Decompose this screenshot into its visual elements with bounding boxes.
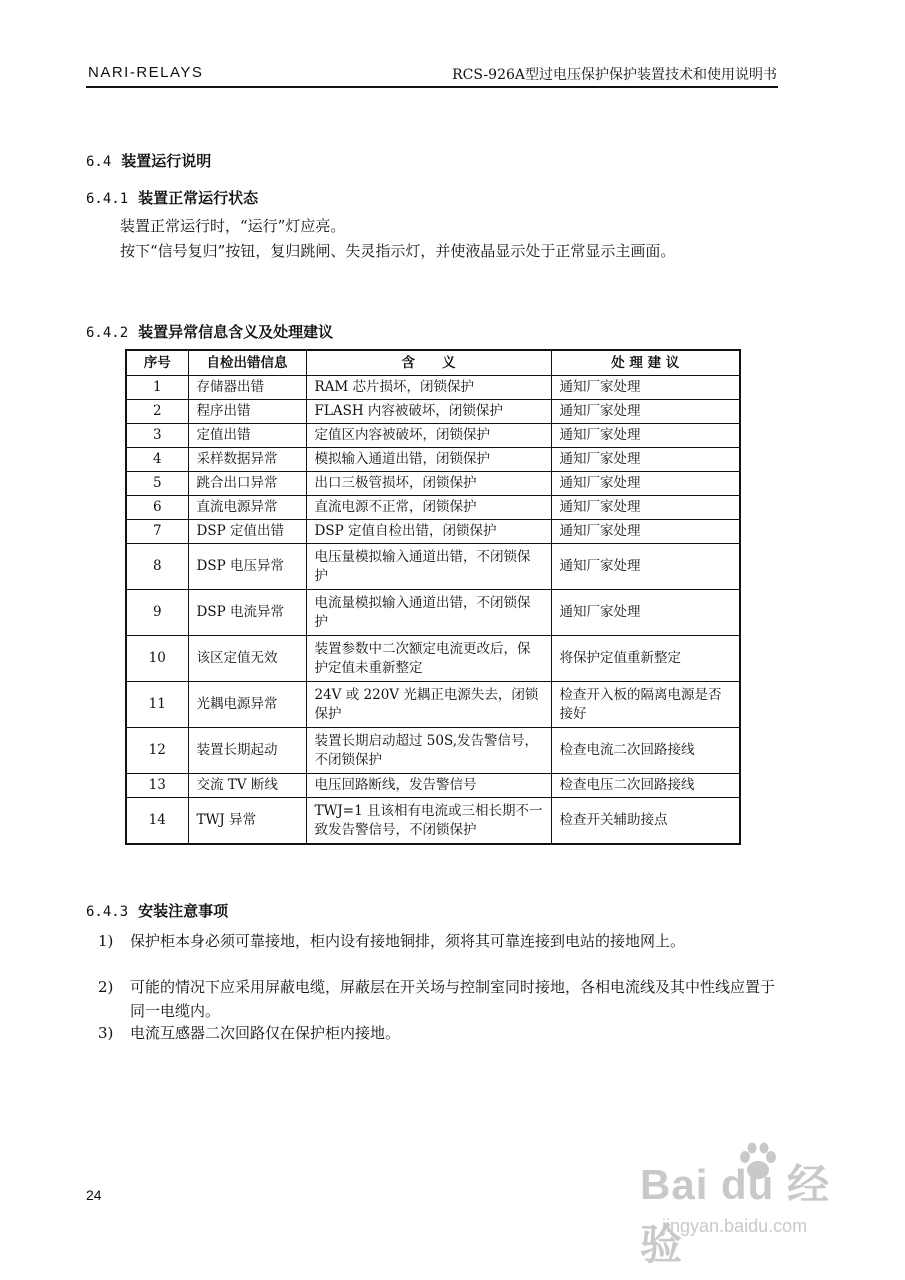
header-meaning: 含 义: [306, 350, 551, 376]
cell-error: 跳合出口异常: [188, 472, 306, 496]
header-suggestion: 处 理 建 议: [551, 350, 740, 376]
cell-error: 程序出错: [188, 400, 306, 424]
cell-meaning: 电流量模拟输入通道出错，不闭锁保护: [306, 590, 551, 636]
cell-no: 5: [126, 472, 188, 496]
section-title: 安装注意事项: [138, 902, 229, 920]
table-row: [126, 544, 740, 590]
baidu-jingyan-watermark: [640, 1140, 860, 1268]
cell-suggestion: 检查电压二次回路接线: [551, 774, 740, 798]
section-number: 6.4.1: [86, 191, 129, 207]
list-item-text: 可能的情况下应采用屏蔽电缆，屏蔽层在开关场与控制室同时接地，各相电流线及其中性线应置于同一电缆内。: [130, 978, 776, 1020]
cell-no: 14: [126, 798, 188, 845]
cell-meaning: 电压回路断线，发告警信号: [306, 774, 551, 798]
cell-error: 交流 TV 断线: [188, 774, 306, 798]
table-row: [126, 472, 740, 496]
table-row: [126, 798, 740, 845]
list-item: [98, 1021, 778, 1045]
cell-suggestion: 通知厂家处理: [551, 544, 740, 590]
cell-suggestion: 检查电流二次回路接线: [551, 728, 740, 774]
table-row: [126, 590, 740, 636]
cell-meaning: 装置参数中二次额定电流更改后，保护定值未重新整定: [306, 636, 551, 682]
list-item-number: 1): [98, 932, 114, 950]
cell-error: DSP 定值出错: [188, 520, 306, 544]
cell-no: 10: [126, 636, 188, 682]
table-row: [126, 376, 740, 400]
cell-meaning: 定值区内容被破坏，闭锁保护: [306, 424, 551, 448]
cell-no: 2: [126, 400, 188, 424]
cell-suggestion: 通知厂家处理: [551, 520, 740, 544]
cell-error: 直流电源异常: [188, 496, 306, 520]
header-divider: [86, 86, 778, 88]
cell-error: 装置长期起动: [188, 728, 306, 774]
header-doc-title: RCS-926A型过电压保护保护装置技术和使用说明书: [452, 67, 777, 83]
cell-no: 4: [126, 448, 188, 472]
list-item-text: 保护柜本身必须可靠接地，柜内设有接地铜排，须将其可靠连接到电站的接地网上。: [130, 932, 686, 950]
cell-no: 9: [126, 590, 188, 636]
cell-suggestion: 通知厂家处理: [551, 400, 740, 424]
cell-meaning: 模拟输入通道出错，闭锁保护: [306, 448, 551, 472]
table-row: [126, 728, 740, 774]
cell-meaning: FLASH 内容被破坏，闭锁保护: [306, 400, 551, 424]
watermark-url: jingyan.baidu.com: [662, 1216, 808, 1236]
cell-error: TWJ 异常: [188, 798, 306, 845]
header-self-check-info: 自检出错信息: [188, 350, 306, 376]
cell-suggestion: 通知厂家处理: [551, 448, 740, 472]
cell-error: 光耦电源异常: [188, 682, 306, 728]
section-heading-6-4-2: [86, 321, 333, 342]
table-row: [126, 520, 740, 544]
cell-suggestion: 通知厂家处理: [551, 496, 740, 520]
table-header-row: [126, 350, 740, 376]
section-number: 6.4.3: [86, 904, 129, 920]
table-row: [126, 774, 740, 798]
header-serial-no: 序号: [126, 350, 188, 376]
cell-error: 采样数据异常: [188, 448, 306, 472]
cell-error: 定值出错: [188, 424, 306, 448]
list-item: [98, 975, 778, 1023]
list-item-number: 3): [98, 1024, 114, 1042]
cell-suggestion: 将保护定值重新整定: [551, 636, 740, 682]
cell-suggestion: 通知厂家处理: [551, 376, 740, 400]
section-heading-6-4-3: [86, 900, 228, 921]
list-item-number: 2): [98, 978, 114, 996]
cell-error: DSP 电压异常: [188, 544, 306, 590]
cell-no: 7: [126, 520, 188, 544]
list-item: [98, 929, 778, 953]
cell-meaning: 装置长期启动超过 50S,发告警信号，不闭锁保护: [306, 728, 551, 774]
cell-no: 12: [126, 728, 188, 774]
cell-no: 1: [126, 376, 188, 400]
cell-meaning: DSP 定值自检出错，闭锁保护: [306, 520, 551, 544]
section-title: 装置异常信息含义及处理建议: [138, 323, 334, 341]
cell-error: DSP 电流异常: [188, 590, 306, 636]
cell-suggestion: 通知厂家处理: [551, 424, 740, 448]
cell-suggestion: 检查开关辅助接点: [551, 798, 740, 845]
section-number: 6.4.2: [86, 325, 129, 341]
header-brand: NARI-RELAYS: [88, 64, 204, 81]
table-row: [126, 448, 740, 472]
section-heading-6-4-1: [86, 187, 258, 208]
section-heading-6-4: [86, 150, 211, 171]
table-row: [126, 496, 740, 520]
paragraph-running-light: 装置正常运行时，“运行”灯应亮。: [120, 217, 346, 235]
section-title: 装置运行说明: [121, 152, 212, 170]
error-info-table: [125, 349, 741, 845]
cell-meaning: TWJ=1 且该相有电流或三相长期不一致发告警信号，不闭锁保护: [306, 798, 551, 845]
cell-error: 存储器出错: [188, 376, 306, 400]
cell-no: 8: [126, 544, 188, 590]
cell-meaning: 24V 或 220V 光耦正电源失去，闭锁保护: [306, 682, 551, 728]
cell-meaning: 直流电源不正常，闭锁保护: [306, 496, 551, 520]
cell-no: 13: [126, 774, 188, 798]
list-item-text: 电流互感器二次回路仅在保护柜内接地。: [130, 1024, 401, 1042]
cell-suggestion: 检查开入板的隔离电源是否接好: [551, 682, 740, 728]
table-row: [126, 424, 740, 448]
section-title: 装置正常运行状态: [138, 189, 259, 207]
cell-no: 11: [126, 682, 188, 728]
cell-suggestion: 通知厂家处理: [551, 590, 740, 636]
page-number: 24: [86, 1187, 102, 1203]
section-number: 6.4: [86, 154, 112, 170]
table-row: [126, 682, 740, 728]
table-row: [126, 400, 740, 424]
paragraph-reset-button: 按下“信号复归”按钮，复归跳闸、失灵指示灯，并使液晶显示处于正常显示主画面。: [120, 242, 676, 260]
watermark-logo: Bai du 经验: [640, 1161, 831, 1268]
table-row: [126, 636, 740, 682]
cell-meaning: 电压量模拟输入通道出错，不闭锁保护: [306, 544, 551, 590]
cell-no: 6: [126, 496, 188, 520]
cell-meaning: 出口三极管损坏，闭锁保护: [306, 472, 551, 496]
cell-suggestion: 通知厂家处理: [551, 472, 740, 496]
cell-error: 该区定值无效: [188, 636, 306, 682]
cell-no: 3: [126, 424, 188, 448]
cell-meaning: RAM 芯片损坏，闭锁保护: [306, 376, 551, 400]
